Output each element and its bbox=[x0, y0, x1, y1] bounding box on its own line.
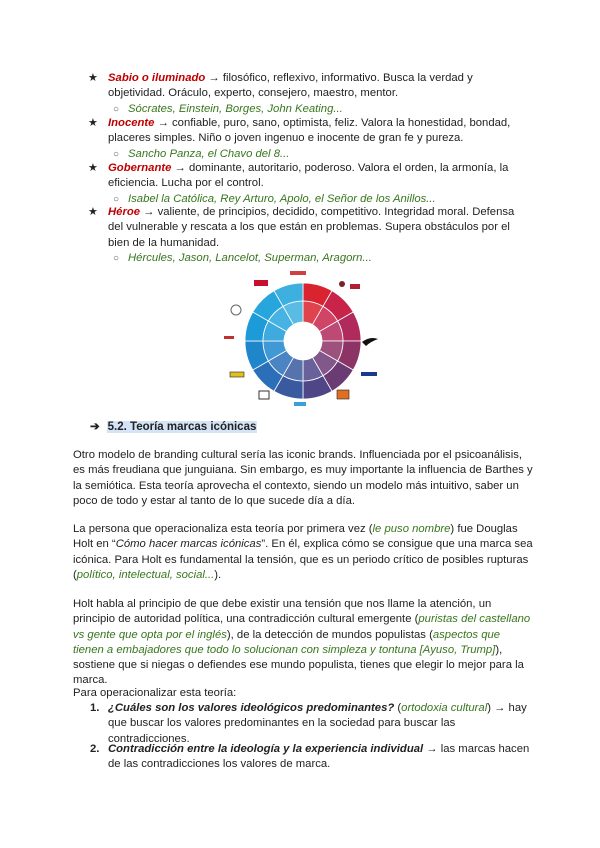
item-number: 1. bbox=[90, 702, 100, 714]
archetype-desc: → dominante, autoritario, poderoso. Valora el orden, la armonía, la eficiencia. Lucha por el control. bbox=[108, 162, 509, 190]
green-note: aspectos que tienen a embajadores que todo lo solucionan con simpleza y tontuna [Ayuso, Trump] bbox=[73, 628, 501, 656]
archetype-examples: Sancho Panza, el Chavo del 8... bbox=[128, 147, 290, 160]
brand-logo-icon bbox=[362, 338, 378, 346]
archetype-name: Gobernante bbox=[108, 162, 172, 174]
archetype-desc: → valiente, de principios, decidido, competitivo. Integridad moral. Defensa del vulnerable y rescata a los que están en problemas. Supera obstáculos por el bien de la humanidad. bbox=[108, 206, 515, 249]
archetype-item bbox=[90, 161, 530, 207]
circle-bullet-icon: ○ bbox=[113, 193, 120, 205]
star-bullet-icon: ★ bbox=[88, 72, 98, 84]
archetype-item bbox=[90, 71, 530, 117]
green-note: político, intelectual, social... bbox=[76, 568, 215, 581]
star-bullet-icon: ★ bbox=[88, 117, 98, 129]
brand-logo-icon bbox=[361, 372, 377, 376]
text-run: ), sostiene que si niegas o defiendes ese mundo populista, tienes que elegir lo mejor para la marca. bbox=[73, 643, 524, 687]
text-run: ) → hay que buscar los valores predominantes en la sociedad para buscar las contradicciones. bbox=[108, 702, 527, 745]
text-run: → las marcas hacen de las contradicciones los valores de marca. bbox=[108, 743, 530, 771]
archetype-examples: Hércules, Jason, Lancelot, Superman, Aragorn... bbox=[128, 251, 372, 264]
brand-logo-icon bbox=[294, 402, 306, 406]
numbered-item bbox=[90, 701, 532, 747]
text-run: ), de la detección de mundos populistas ( bbox=[226, 628, 433, 641]
archetype-name: Héroe bbox=[108, 206, 141, 218]
paragraph: Para operacionalizar esta teoría: bbox=[73, 687, 237, 699]
archetype-desc: → confiable, puro, sano, optimista, feliz. Valora la honestidad, bondad, placeres simples. Niño o joven ingenuo e inocente de gran fe y pureza. bbox=[108, 117, 511, 145]
text-run: ) fue Douglas Holt en “ bbox=[73, 523, 518, 551]
brand-archetype-wheel-image bbox=[218, 266, 388, 416]
section-title: 5.2. Teoría marcas icónicas bbox=[107, 421, 257, 433]
circle-bullet-icon: ○ bbox=[113, 148, 120, 160]
text-run: Holt habla al principio de que debe existir una tensión que nos llame la atención, un principio de autoridad política, una contradicción cultural emergente ( bbox=[73, 598, 492, 626]
circle-bullet-icon: ○ bbox=[113, 103, 120, 115]
green-note: ortodoxia cultural bbox=[401, 702, 488, 714]
text-run: ”. En él, explica cómo se consigue que una marca sea icónica. Para Holt es fundamental la tensión, que es un periodo crítico de posibles rupturas ( bbox=[73, 538, 533, 581]
archetype-item bbox=[90, 205, 530, 266]
text-run: La persona que operacionaliza esta teoría por primera vez ( bbox=[73, 523, 373, 535]
archetype-item bbox=[90, 116, 530, 162]
item-question: ¿Cuáles son los valores ideológicos predominantes? bbox=[108, 702, 395, 714]
archetype-examples-row bbox=[113, 102, 530, 117]
archetype-examples-row bbox=[113, 147, 530, 162]
brand-logo-icon bbox=[230, 372, 244, 377]
numbered-item bbox=[90, 742, 532, 773]
wheel-center bbox=[286, 324, 320, 358]
archetype-desc: → filosófico, reflexivo, informativo. Busca la verdad y objetividad. Oráculo, experto, consejero, maestro, mentor. bbox=[108, 72, 473, 100]
text-run: ( bbox=[394, 702, 402, 714]
archetype-examples-row bbox=[113, 251, 530, 266]
brand-logo-icon bbox=[231, 305, 241, 315]
archetype-examples: Isabel la Católica, Rey Arturo, Apolo, el Señor de los Anillos... bbox=[128, 192, 436, 205]
item-question: Contradicción entre la ideología y la experiencia individual bbox=[108, 743, 424, 755]
text-run: ). bbox=[214, 568, 222, 581]
archetype-examples: Sócrates, Einstein, Borges, John Keating... bbox=[128, 102, 343, 115]
circle-bullet-icon: ○ bbox=[113, 252, 120, 264]
brand-logo-icon bbox=[254, 280, 268, 286]
green-note: le puso nombre bbox=[372, 523, 451, 535]
archetype-name: Sabio o iluminado bbox=[108, 72, 206, 84]
brand-logo-icon bbox=[290, 271, 306, 275]
paragraph bbox=[73, 522, 533, 583]
brand-logo-icon bbox=[259, 391, 269, 399]
paragraph bbox=[73, 597, 533, 689]
brand-logo-icon bbox=[339, 281, 345, 287]
star-bullet-icon: ★ bbox=[88, 206, 98, 218]
paragraph: Otro modelo de branding cultural sería las iconic brands. Influenciada por el psicoanálisis, es más freudiana que junguiana. Sin embargo, es muy importante la influencia de Barthes y la semiótica. Esta teoría aprovecha el contexto, siendo un modelo más intuitivo, saber un poco de todo y estar al tanto de lo que sucede día a día. bbox=[73, 449, 533, 507]
arrow-bullet-icon: ➔ bbox=[90, 421, 100, 433]
brand-logo-icon bbox=[224, 336, 234, 339]
section-heading bbox=[90, 420, 257, 435]
brand-logo-icon bbox=[337, 390, 349, 399]
item-number: 2. bbox=[90, 743, 100, 755]
green-note: puristas del castellano vs gente que opta por el inglés bbox=[73, 613, 531, 641]
book-title: Cómo hacer marcas icónicas bbox=[115, 538, 262, 551]
brand-logo-icon bbox=[350, 284, 360, 289]
archetype-name: Inocente bbox=[108, 117, 155, 129]
star-bullet-icon: ★ bbox=[88, 162, 98, 174]
